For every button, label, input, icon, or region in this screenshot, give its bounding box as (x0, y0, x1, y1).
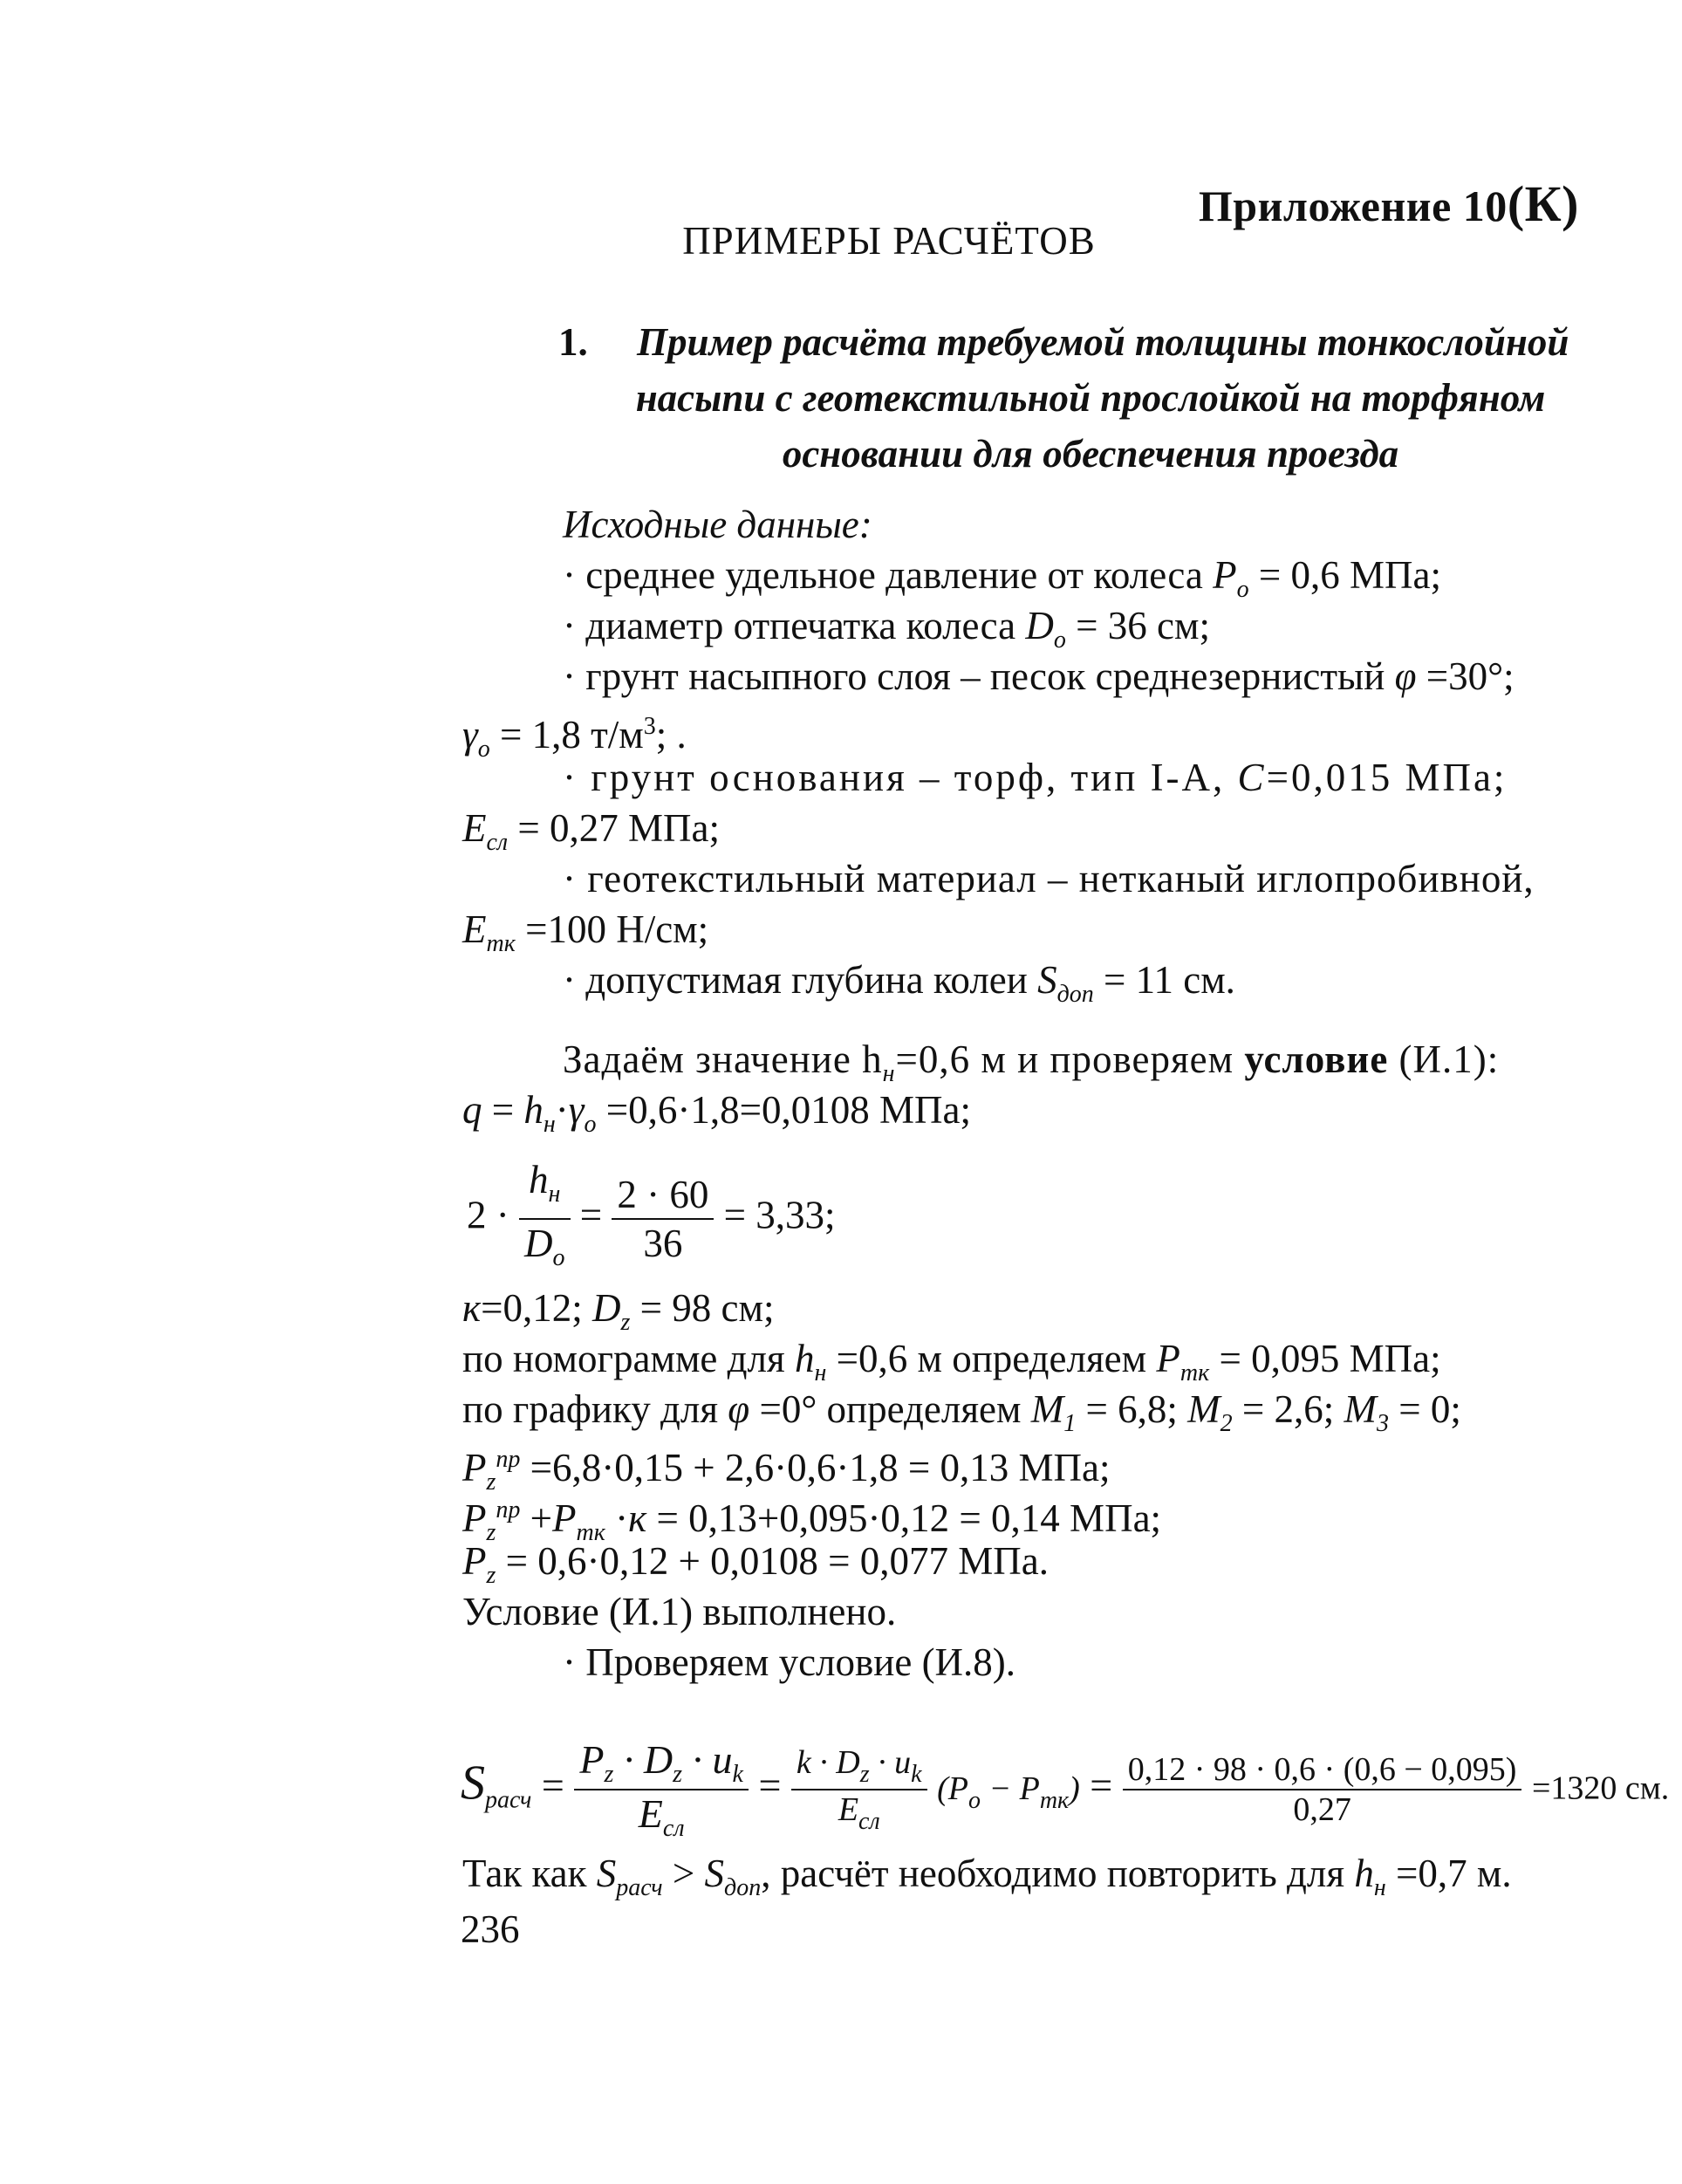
calc-condition-done: Условие (И.1) выполнено. (462, 1590, 897, 1633)
input-fill: · грунт насыпного слоя – песок среднезернистый φ =30°; (563, 654, 1514, 698)
calc-nomogram: по номограмме для $h_н =0,6$ м определяем $P_{тк} = 0,095$ МПа; (462, 1337, 1441, 1386)
input-base: · грунт основания – торф, тип I-А, C=0,015 МПа; (563, 756, 1508, 799)
page-number: 236 (461, 1907, 520, 1951)
heading-line-2: насыпи с геотекстильной прослойкой на торфяном (635, 376, 1546, 420)
input-rut: · допустимая глубина колеи $S_{доп} = 11$ см. (563, 958, 1235, 1008)
page-title: ПРИМЕРЫ РАСЧЁТОВ (682, 219, 1096, 263)
input-diameter: · диаметр отпечатка колеса $D_o = 36$ см; (563, 604, 1210, 654)
conclusion: Так как $S_{расч} > S_{доп}$, расчёт необходимо повторить для $h_н =0,7$ м. (462, 1852, 1512, 1901)
ratio-fraction: $\frac{h_н}{D_o}$ (519, 1156, 571, 1282)
input-geotextile: · геотекстильный материал – нетканый иглопробивной, (563, 857, 1535, 900)
calc-q: $q = h_н\cdot\gamma_o =0,6\cdot 1,8=0,0108$ МПа; (462, 1088, 971, 1138)
ratio-values-fraction: $\frac{2 \cdot 60}{36}$ (612, 1171, 714, 1267)
calc-pz: $P_z = 0,6\cdot 0,12 + 0,0108 = 0,077$ МПа. (462, 1539, 1050, 1589)
calc-pz-sum: $P_z^{пр} +P_{тк} \cdot к = 0,13+0,095\cdot 0,12 = 0,14$ МПа; (462, 1496, 1162, 1546)
appendix-label: Приложение 10(К) (1198, 175, 1579, 232)
heading-line-1: Пример расчёта требуемой толщины тонкослойной (637, 320, 1569, 364)
calc-k: к=0,12; $D_z = 98$ см; (462, 1286, 775, 1336)
calc-ratio: 2 · $\frac{h_н}{D_o}$ = $\frac{2 \cdot 60}{36}$ = 3,33; (467, 1156, 836, 1282)
calc-check-8: · Проверяем условие (И.8). (563, 1640, 1016, 1684)
formula-fraction-2: $\frac{k \cdot D_z \cdot u_k}{E_{сл}}$ (791, 1743, 927, 1836)
input-label: Исходные данные: (563, 503, 872, 546)
section-number: 1. (558, 320, 588, 364)
section-heading (558, 314, 1570, 482)
heading-line-3: основании для обеспечения проезда (782, 432, 1399, 476)
input-geotextile-modulus: $E_{тк} =100$ Н/см; (462, 907, 709, 957)
settlement-formula: $S_{расч}$ = $\frac{P_z \cdot D_z \cdot u_k}{E_{сл}}$ = $\frac{k \cdot D_z \cdot u_k}{E_{сл}}$ $(P_o - P_{тк})$ = $\frac{0,12 \cdot 98 \cdot 0,6 \cdot (0,6 - 0,095)}{0,27}$ =1320 см. (461, 1737, 1670, 1842)
input-pressure: · среднее удельное давление от колеса $P_o = 0,6$ МПа; (563, 553, 1441, 603)
formula-fraction-1: $\frac{P_z \cdot D_z \cdot u_k}{E_{сл}}$ (574, 1736, 749, 1843)
calc-pz-np: $P_z^{пр} =6,8\cdot 0,15 + 2,6\cdot 0,6\cdot 1,8 = 0,13$ МПа; (462, 1446, 1111, 1496)
calc-graph: по графику для φ =0° определяем $M_1 = 6,8$; $M_2 = 2,6$; $M_3 = 0$; (462, 1387, 1461, 1437)
input-base-modulus: $E_{сл} = 0,27$ МПа; (462, 806, 721, 856)
calc-intro: Задаём значение $h_н=0,6$ м и проверяем условие (И.1): (563, 1037, 1500, 1087)
input-fill-density: $\gamma_o = 1,8$ $т/м^3$; . (462, 713, 687, 763)
formula-fraction-3: $\frac{0,12 \cdot 98 \cdot 0,6 \cdot (0,6 - 0,095)}{0,27}$ (1123, 1750, 1522, 1829)
